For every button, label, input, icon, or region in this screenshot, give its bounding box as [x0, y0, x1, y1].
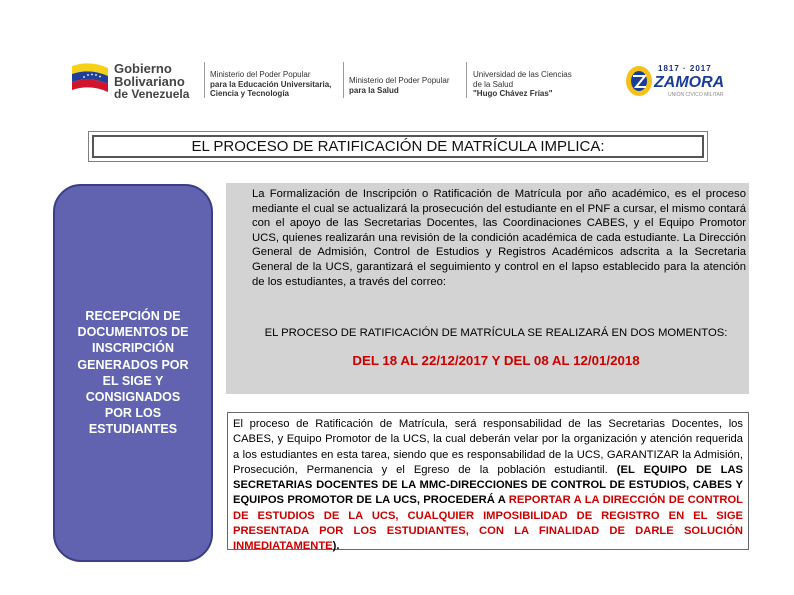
reception-label: RECEPCIÓN DE DOCUMENTOS DE INSCRIPCIÓN GENERADOS POR EL SIGE Y CONSIGNADOS POR LOS ESTUDIANTES [77, 309, 189, 437]
page-title: EL PROCESO DE RATIFICACIÓN DE MATRÍCULA IMPLICA: [191, 138, 605, 155]
process-dates: DEL 18 AL 22/12/2017 Y DEL 08 AL 12/01/2018 [352, 353, 640, 368]
responsibility-paragraph: El proceso de Ratificación de Matrícula, será responsabilidad de las Secretarias Docentes, los CABES, y Equipo Promotor de la UCS, la cual deberán velar por la organización y atención requerida a los estudiantes en esta tarea, siendo que es responsabilidad de la UCS, GARANTIZAR la Admisión, Prosecución, Permanencia y el Egreso de la población estudiantil. (EL EQUIPO DE LAS SECRETARIAS DOCENTES DE LA MMC-DIRECCIONES DE CONTROL DE ESTUDIOS, CABES Y EQUIPOS PROMOTOR DE LA UCS, PROCEDERÁ A REPORTAR A LA DIRECCIÓN DE CONTROL DE ESTUDIOS DE LA UCS, CUALQUIER IMPOSIBILIDAD DE REGISTRO EN EL SIGE PRESENTADA POR LOS ESTUDIANTES, CON LA FINALIDAD DE DARLE SOLUCIÓN INMEDIATAMENTE). [233, 418, 743, 553]
gov-line-3: de Venezuela [114, 87, 190, 101]
zamora-years: 1817 · 2017 [658, 64, 712, 73]
title-box [88, 131, 708, 162]
header-banner [64, 50, 732, 110]
divider [466, 62, 467, 98]
moments-heading: EL PROCESO DE RATIFICACIÓN DE MATRÍCULA SE REALIZARÁ EN DOS MOMENTOS: [264, 327, 728, 339]
responsibility-box [227, 412, 749, 553]
zamora-name: ZAMORA [654, 74, 725, 91]
gov-line-1: Gobierno [114, 61, 172, 76]
venezuela-flag-icon [70, 60, 110, 96]
divider [343, 62, 344, 98]
ministry-education: Ministerio del Poder Popular para la Educación Universitaria, Ciencia y Tecnología [210, 70, 332, 98]
divider [204, 62, 205, 98]
zamora-logo [624, 60, 724, 102]
gov-line-2: Bolivariano [114, 74, 185, 89]
reception-panel [53, 184, 213, 562]
ministry-health: Ministerio del Poder Popular para la Salud [349, 76, 450, 95]
formalization-paragraph: La Formalización de Inscripción o Ratificación de Matrícula por año académico, es el proceso mediante el cual se actualizará la prosecución del estudiante en el PNF a cursar, el mismo contará con el apoyo de las Secretarias Docentes, las Coordinaciones CABES, y el Equipo Promotor UCS, quienes realizarán una revisión de la condición académica de cada estudiante. La Dirección General de Admisión, Control de Estudios y Registros Académicos adscrita a la Secretaria General de la UCS, garantizará el seguimiento y control en el lapso establecido para la atención de los estudiantes, a través del correo: [252, 188, 746, 288]
university-name: Universidad de las Ciencias de la Salud "Hugo Chávez Frías" [473, 70, 572, 98]
zamora-emblem-icon [624, 64, 654, 98]
info-panel [226, 183, 749, 394]
zamora-subtitle: UNIÓN CÍVICO MILITAR [668, 92, 724, 98]
